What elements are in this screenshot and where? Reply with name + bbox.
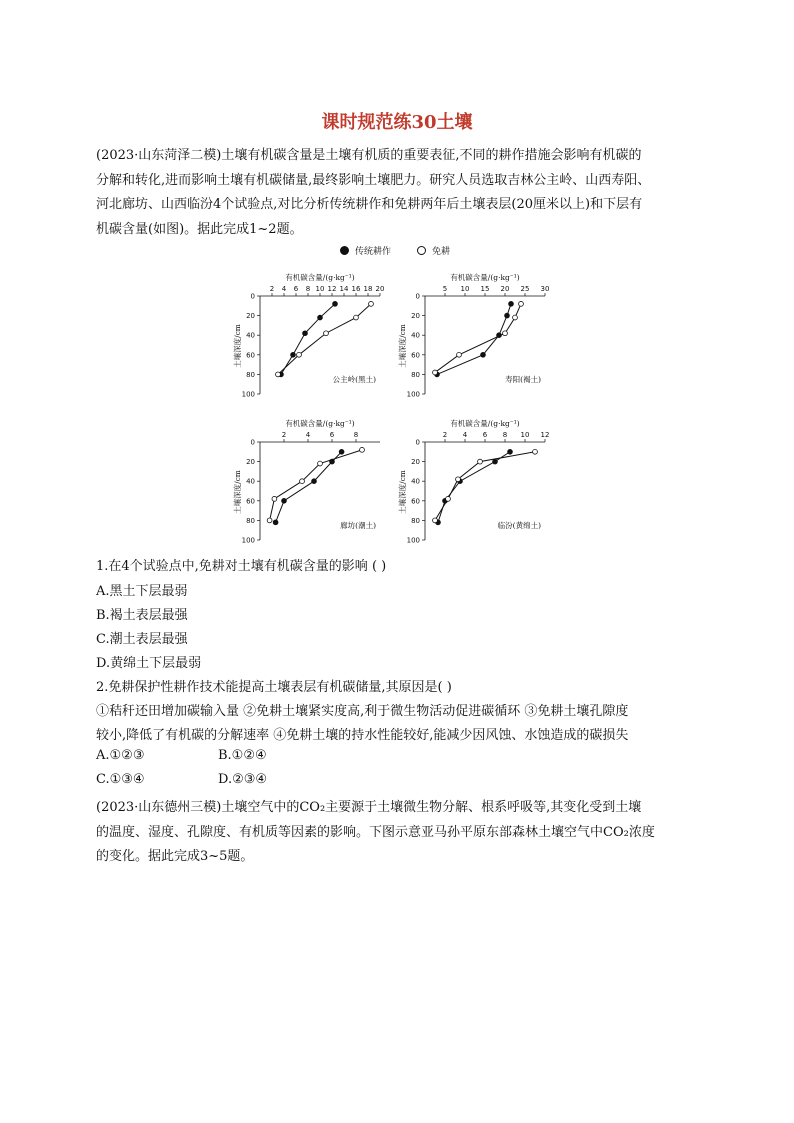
filled-dot-icon (340, 246, 349, 255)
x-tick-label: 25 (520, 285, 530, 293)
page-title: 课时规范练30土壤 (321, 112, 473, 133)
y-tick-label: 40 (411, 331, 420, 340)
intro2-line: (2023·山东德州三模)土壤空气中的CO₂主要源于土壤微生物分解、根系呼吸等,其变化受到土壤 (96, 800, 642, 815)
traditional-point (339, 449, 344, 454)
no-till-point (533, 449, 538, 454)
x-tick-label: 4 (462, 431, 468, 439)
traditional-line (437, 304, 511, 375)
question-2-option[interactable]: B.①②④ (218, 748, 267, 763)
no-till-point (369, 301, 374, 306)
intro2-paragraph (96, 796, 706, 870)
x-tick-label: 4 (281, 285, 287, 293)
question-1-option[interactable]: D.黄绵土下层最弱 (96, 656, 202, 671)
question-1-stem: 1.在4个试验点中,免耕对土壤有机碳含量的影响 ( ) (96, 559, 387, 574)
y-tick-label: 80 (246, 516, 255, 525)
x-axis-title: 有机碳含量/(g·kg⁻¹) (285, 273, 355, 282)
chart-legend (340, 244, 450, 257)
no-till-point (478, 459, 483, 464)
intro2-line: 的温度、湿度、孔隙度、有机质等因素的影响。下图示意亚马孙平原东部森林土壤空气中CO₂浓度 (96, 824, 655, 840)
no-till-point (513, 315, 518, 320)
y-axis-title: 土壤深度/cm (398, 470, 407, 514)
x-axis-title: 有机碳含量/(g·kg⁻¹) (450, 273, 520, 282)
traditional-point (282, 498, 287, 503)
x-tick-label: 12 (540, 431, 550, 439)
y-tick-label: 60 (246, 497, 255, 506)
traditional-point (509, 301, 514, 306)
question-2-option[interactable]: A.①②③ (96, 748, 145, 763)
y-axis-title: 土壤深度/cm (233, 324, 242, 368)
no-till-point (272, 496, 277, 501)
chart-shouyang (395, 268, 565, 407)
no-till-line (435, 452, 535, 521)
y-tick-label: 0 (415, 292, 420, 301)
question-1-option[interactable]: C.潮土表层最强 (96, 632, 188, 647)
y-tick-label: 60 (411, 497, 420, 506)
y-tick-label: 100 (241, 536, 255, 545)
x-tick-label: 8 (353, 431, 359, 439)
no-till-point (433, 518, 438, 523)
question-1-option[interactable]: A.黑土下层最弱 (96, 584, 188, 599)
intro2-line: 的变化。据此完成3~5题。 (96, 849, 254, 864)
legend-no-till: 免耕 (432, 247, 451, 257)
intro-paragraph (96, 144, 706, 242)
question-2-option[interactable]: D.②③④ (218, 772, 268, 787)
no-till-point (276, 372, 281, 377)
y-tick-label: 40 (246, 331, 255, 340)
site-label: 廊坊(潮土) (340, 521, 376, 530)
x-tick-label: 10 (460, 285, 470, 293)
open-dot-icon (417, 246, 426, 255)
no-till-point (267, 518, 272, 523)
y-tick-label: 60 (246, 351, 255, 360)
no-till-line (270, 450, 362, 521)
no-till-point (300, 479, 305, 484)
x-tick-label: 10 (520, 431, 530, 439)
y-tick-label: 40 (246, 477, 255, 486)
no-till-line (278, 304, 371, 375)
y-axis-title: 土壤深度/cm (398, 324, 407, 368)
intro-line: 分解和转化,进而影响土壤有机碳储量,最终影响土壤肥力。研究人员选取吉林公主岭、山西寿阳、 (96, 172, 651, 188)
site-label: 临汾(黄绵土) (497, 521, 541, 530)
traditional-point (508, 449, 513, 454)
no-till-point (360, 447, 365, 452)
y-tick-label: 100 (406, 536, 420, 545)
question-2-statements: 较小,降低了有机碳的分解速率 ④免耕土壤的持水性能较好,能减少因风蚀、水蚀造成的碳损失 (96, 728, 629, 743)
no-till-point (318, 461, 323, 466)
x-tick-label: 16 (351, 285, 361, 293)
y-tick-label: 0 (250, 438, 255, 447)
no-till-point (456, 477, 461, 482)
no-till-point (354, 315, 359, 320)
x-tick-label: 10 (315, 285, 325, 293)
y-tick-label: 80 (411, 370, 420, 379)
chart-linfen (395, 414, 565, 553)
x-tick-label: 18 (363, 285, 373, 293)
y-tick-label: 80 (411, 516, 420, 525)
x-tick-label: 6 (293, 285, 299, 293)
y-tick-label: 20 (411, 312, 420, 321)
no-till-point (519, 301, 524, 306)
site-label: 公主岭(黑土) (332, 375, 376, 384)
y-axis-title: 土壤深度/cm (233, 470, 242, 514)
y-tick-label: 20 (246, 312, 255, 321)
traditional-point (318, 315, 323, 320)
x-tick-label: 4 (305, 431, 311, 439)
y-tick-label: 100 (241, 390, 255, 399)
question-2-option[interactable]: C.①③④ (96, 772, 145, 787)
intro-line: 机碳含量(如图)。据此完成1~2题。 (96, 221, 303, 237)
y-tick-label: 0 (415, 438, 420, 447)
y-tick-label: 40 (411, 477, 420, 486)
intro-line: (2023·山东菏泽二模)土壤有机碳含量是土壤有机质的重要表征,不同的耕作措施会影响有机碳的 (96, 148, 642, 163)
y-tick-label: 20 (246, 458, 255, 467)
traditional-line (438, 452, 510, 523)
x-tick-label: 30 (540, 285, 550, 293)
x-tick-label: 8 (305, 285, 311, 293)
no-till-point (324, 331, 329, 336)
x-axis-title: 有机碳含量/(g·kg⁻¹) (285, 419, 355, 428)
x-tick-label: 5 (442, 285, 448, 293)
x-tick-label: 15 (480, 285, 490, 293)
traditional-point (481, 352, 486, 357)
y-tick-label: 20 (411, 458, 420, 467)
traditional-point (273, 520, 278, 525)
x-axis-title: 有机碳含量/(g·kg⁻¹) (450, 419, 520, 428)
question-1-option[interactable]: B.褐土表层最强 (96, 608, 188, 623)
intro-line: 河北廊坊、山西临汾4个试验点,对比分析传统耕作和免耕两年后土壤表层(20厘米以上)和下层有 (96, 197, 643, 212)
site-label: 寿阳(褐土) (505, 375, 541, 384)
no-till-point (457, 352, 462, 357)
no-till-point (433, 370, 438, 375)
x-tick-label: 6 (329, 431, 335, 439)
legend-traditional: 传统耕作 (355, 247, 392, 257)
traditional-point (505, 313, 510, 318)
y-tick-label: 0 (250, 292, 255, 301)
traditional-point (303, 331, 308, 336)
traditional-point (312, 479, 317, 484)
chart-langfang (230, 414, 400, 553)
x-tick-label: 2 (281, 431, 287, 439)
x-tick-label: 20 (375, 285, 385, 293)
question-2-stem: 2.免耕保护性耕作技术能提高土壤表层有机碳储量,其原因是( ) (96, 680, 452, 695)
no-till-point (446, 496, 451, 501)
x-tick-label: 8 (502, 431, 508, 439)
no-till-point (503, 331, 508, 336)
x-tick-label: 2 (269, 285, 275, 293)
traditional-point (333, 301, 338, 306)
chart-gongzhuling (230, 268, 400, 407)
y-tick-label: 80 (246, 370, 255, 379)
x-tick-label: 20 (500, 285, 510, 293)
no-till-point (297, 352, 302, 357)
y-tick-label: 100 (406, 390, 420, 399)
x-tick-label: 12 (327, 285, 337, 293)
traditional-point (493, 459, 498, 464)
traditional-point (291, 352, 296, 357)
question-2-statements: ①秸秆还田增加碳输入量 ②免耕土壤紧实度高,利于微生物活动促进碳循环 ③免耕土壤孔隙度 (96, 704, 629, 719)
y-tick-label: 60 (411, 351, 420, 360)
x-tick-label: 6 (482, 431, 488, 439)
x-tick-label: 14 (339, 285, 349, 293)
x-tick-label: 2 (442, 431, 448, 439)
